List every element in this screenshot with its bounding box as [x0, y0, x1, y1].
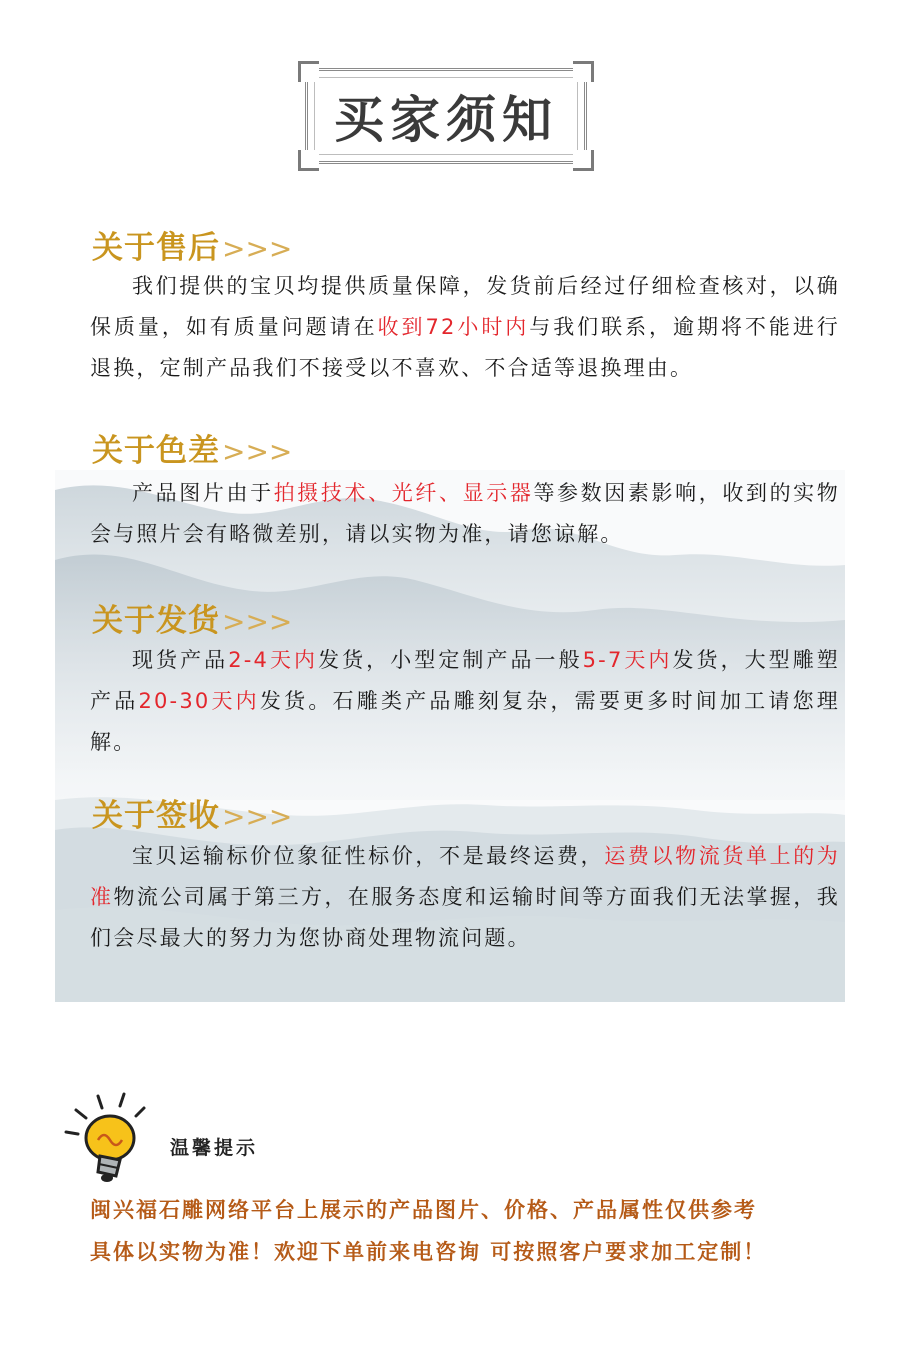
frame-corner-ornament — [573, 61, 594, 82]
tips-text-line-1: 闽兴福石雕网络平台上展示的产品图片、价格、产品属性仅供参考 — [90, 1198, 757, 1222]
section-paragraph-shipping — [90, 640, 840, 763]
paragraph-text: 宝贝运输标价位象征性标价，不是最终运费， — [132, 844, 605, 868]
section-heading-text: 关于发货 — [92, 603, 220, 639]
paragraph-text: 我们提供的宝贝均提供质量保障，发货前后经过仔细检查核对，以确保质量，如有质量问题请在 — [90, 274, 840, 339]
highlight-text: 20-30天内 — [138, 689, 260, 713]
page-title: 买家须知 — [334, 90, 558, 149]
paragraph-text: 发货，大型雕塑产品 — [90, 648, 840, 713]
section-heading-shipping — [92, 595, 292, 640]
section-paragraph-receipt — [90, 836, 840, 959]
paragraph-text: 与我们联系，逾期将不能进行退换，定制产品我们不接受以不喜欢、不合适等退换理由。 — [90, 315, 840, 380]
highlight-text: 2-4天内 — [228, 648, 319, 672]
highlight-text: 收到72小时内 — [377, 315, 530, 339]
highlight-text: 拍摄技术、光纤、显示器 — [273, 481, 534, 505]
section-heading-text: 关于签收 — [92, 798, 220, 834]
section-heading-arrows: >>> — [222, 232, 293, 265]
paragraph-text: 发货。石雕类产品雕刻复杂，需要更多时间加工请您理解。 — [90, 689, 840, 754]
tips-text-line-2: 具体以实物为准！欢迎下单前来电咨询 可按照客户要求加工定制！ — [90, 1240, 767, 1264]
section-heading-arrows: >>> — [222, 435, 293, 468]
section-heading-color-difference — [92, 425, 292, 470]
tips-label: 温馨提示 — [170, 1137, 259, 1159]
section-heading-arrows: >>> — [222, 605, 293, 638]
section-heading-after-sales — [92, 222, 292, 267]
highlight-text: 运费以物流货单上的为准 — [90, 844, 841, 909]
section-heading-arrows: >>> — [222, 800, 293, 833]
paragraph-text: 等参数因素影响，收到的实物会与照片会有略微差别，请以实物为准，请您谅解。 — [90, 481, 840, 546]
frame-corner-ornament — [298, 150, 319, 171]
section-paragraph-color-difference — [90, 473, 840, 555]
page-title-frame — [305, 68, 587, 164]
section-heading-text: 关于色差 — [92, 433, 220, 469]
paragraph-text: 产品图片由于 — [132, 481, 274, 505]
paragraph-text: 现货产品 — [132, 648, 229, 672]
lightbulb-icon — [58, 1088, 168, 1188]
frame-corner-ornament — [298, 61, 319, 82]
frame-corner-ornament — [573, 150, 594, 171]
paragraph-text: 发货，小型定制产品一般 — [318, 648, 583, 672]
highlight-text: 5-7天内 — [582, 648, 673, 672]
paragraph-text: 物流公司属于第三方，在服务态度和运输时间等方面我们无法掌握，我们会尽最大的努力为您协商处理物流问题。 — [90, 885, 840, 950]
section-heading-receipt — [92, 790, 292, 835]
section-heading-text: 关于售后 — [92, 230, 220, 266]
section-paragraph-after-sales — [90, 266, 840, 389]
